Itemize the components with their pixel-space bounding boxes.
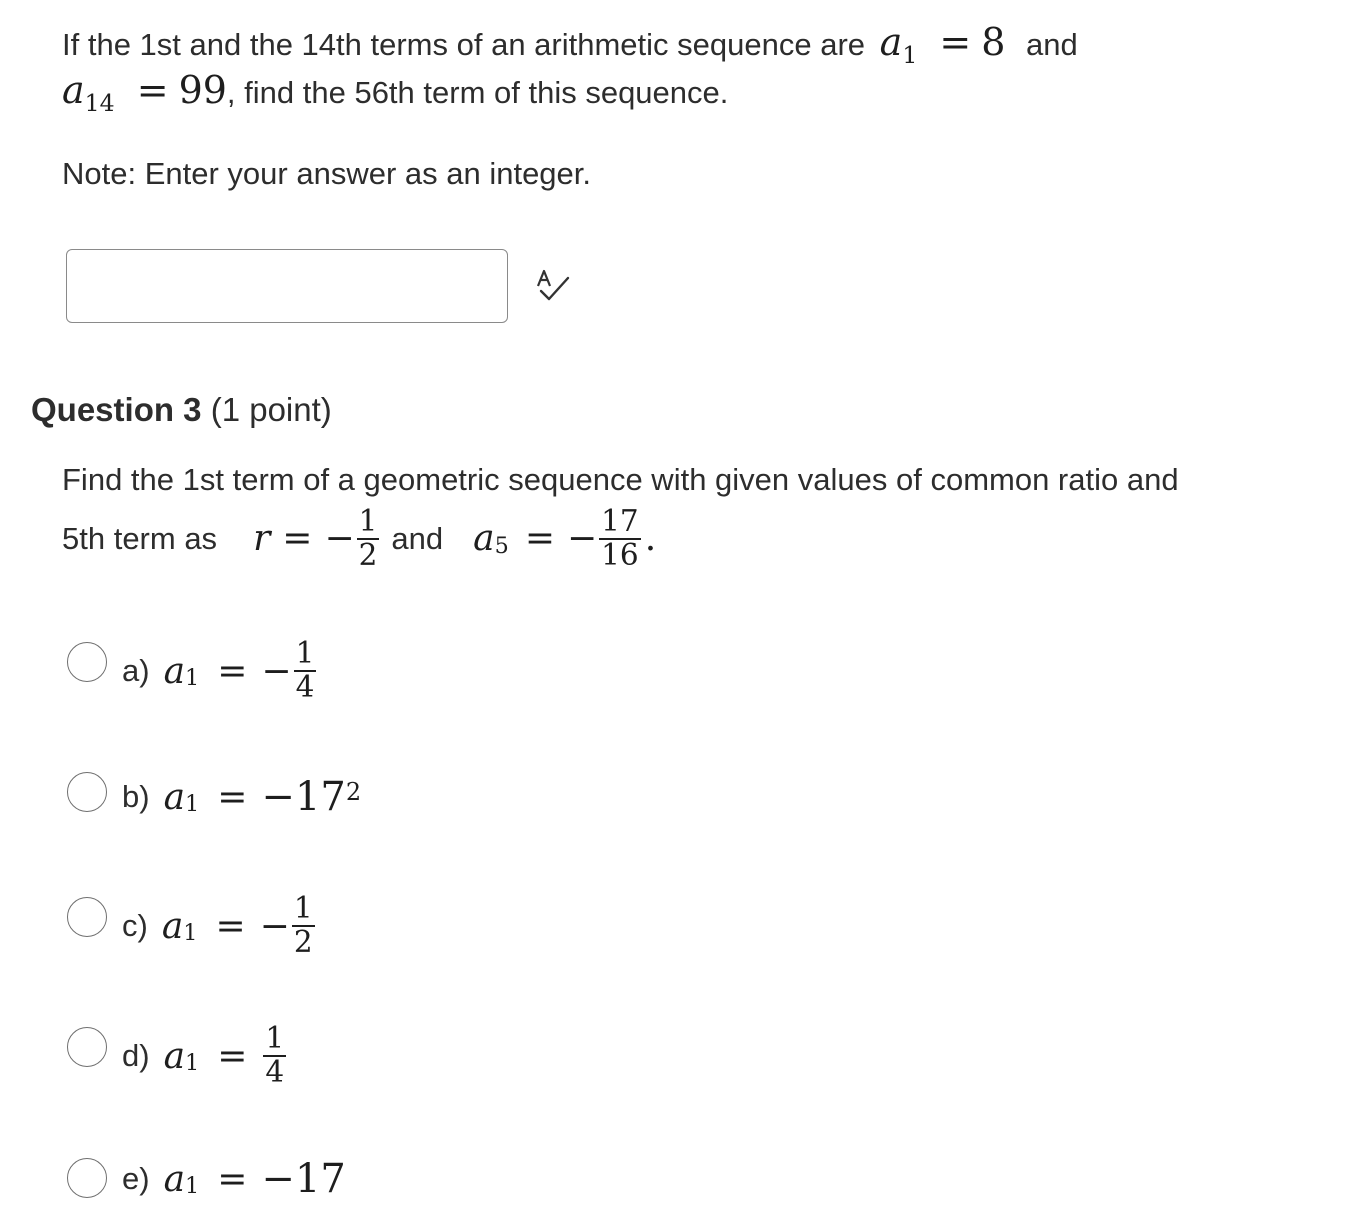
option-c-label[interactable]: c) a 1 = − $\frac{1}{2}$ (122, 893, 317, 959)
q2-prompt-line1 (62, 20, 1078, 70)
q2-a1-expression: $a_1 = 8$ (879, 20, 1006, 70)
q3-prompt-line1: Find the 1st term of a geometric sequence with given values of common ratio and (62, 462, 1179, 497)
answer-input[interactable] (66, 249, 508, 323)
option-e-label[interactable]: e) a 1 = −17 (122, 1156, 346, 1202)
option-a-expression: a 1 = − $\frac{1}{4}$ (163, 636, 315, 704)
option-e-expression: a 1 = −17 (163, 1156, 346, 1202)
option-d-expression: a 1 = $\frac{1}{4}$ (163, 1021, 285, 1089)
q2-prompt-line2 (62, 68, 728, 118)
q3-and-text: and (391, 521, 444, 557)
q2-and-text: and (1026, 27, 1078, 62)
q3-prompt-line2: 5th term as r = − $\frac{1}{2}$ and a 5 = − $\frac{17}{16}$ . (62, 504, 657, 572)
option-c-radio[interactable] (67, 897, 107, 937)
q3-a5-expression: a 5 = − $\frac{17}{16}$ . (473, 504, 657, 572)
option-d-radio[interactable] (67, 1027, 107, 1067)
spellcheck-icon[interactable] (532, 266, 572, 306)
q2-note: Note: Enter your answer as an integer. (62, 156, 592, 191)
option-e-radio[interactable] (67, 1158, 107, 1198)
option-d-label[interactable]: d) a 1 = $\frac{1}{4}$ (122, 1023, 288, 1089)
option-b-expression: a 1 = −17 2 (163, 774, 362, 820)
option-a-radio[interactable] (67, 642, 107, 682)
question-3-title: Question 3 (1 point) (31, 391, 332, 428)
q2-line1-text: If the 1st and the 14th terms of an arithmetic sequence are (62, 27, 866, 62)
option-b-label[interactable]: b) a 1 = −17 2 (122, 774, 362, 820)
q2-line2-text: , find the 56th term of this sequence. (226, 75, 729, 110)
q3-r-expression: r = − $\frac{1}{2}$ (253, 504, 378, 572)
option-a-label[interactable]: a) a 1 = − $\frac{1}{4}$ (122, 638, 318, 704)
q2-a14-expression: $a_{14} = 99$ (62, 68, 227, 118)
option-b-radio[interactable] (67, 772, 107, 812)
option-c-expression: a 1 = − $\frac{1}{2}$ (161, 891, 313, 959)
